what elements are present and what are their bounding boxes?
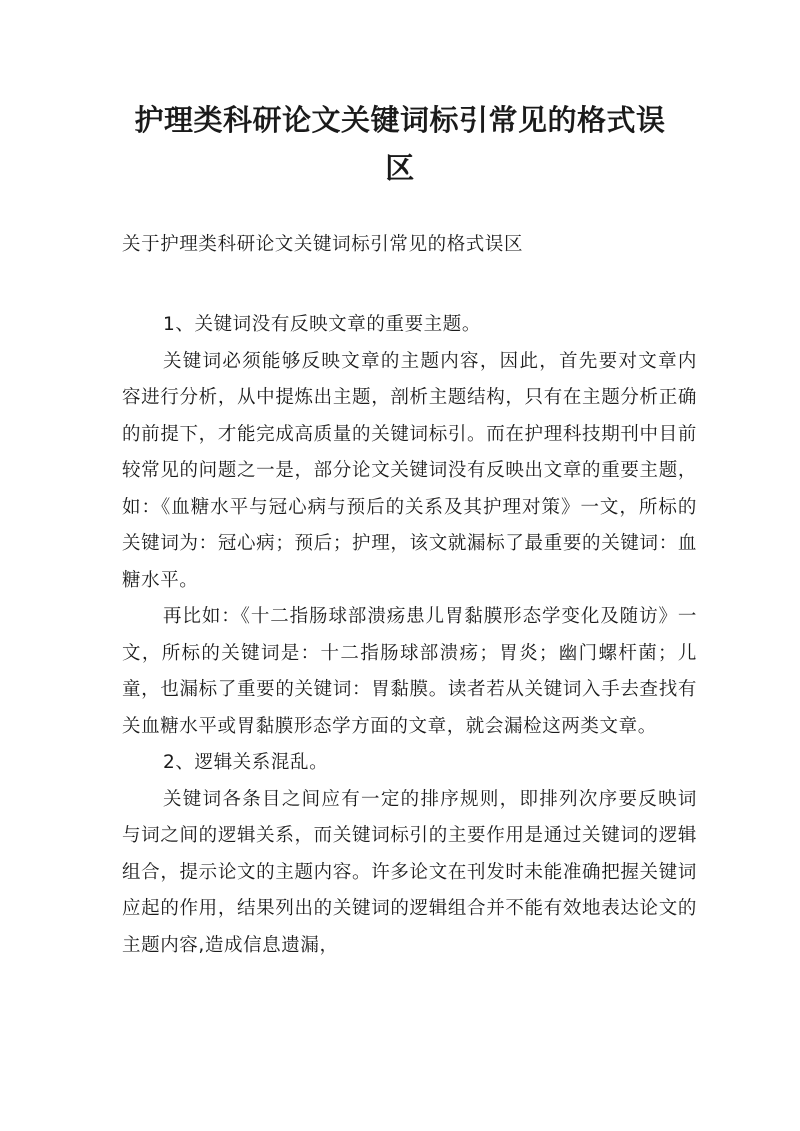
body-paragraph-3: 关键词各条目之间应有一定的排序规则，即排列次序要反映词与词之间的逻辑关系，而关键词标引的主要作用是通过关键词的逻辑组合，提示论文的主题内容。许多论文在刊发时未能准确把握关键词应起的作用，结果列出的关键词的逻辑组合并不能有效地表达论文的主题内容,造成信息遗漏， (122, 788, 697, 956)
body-paragraph-1: 关键词必须能够反映文章的主题内容，因此，首先要对文章内容进行分析，从中提炼出主题，剖析主题结构，只有在主题分析正确的前提下，才能完成高质量的关键词标引。而在护理科技期刊中目前较常见的问题之一是，部分论文关键词没有反映出文章的重要主题，如：《血糖水平与冠心病与预后的关系及其护理对策》一文，所标的关键词为：冠心病；预后；护理，该文就漏标了最重要的关键词：血糖水平。 (122, 350, 697, 591)
document-subtitle: 关于护理类科研论文关键词标引常见的格式误区 (122, 234, 524, 255)
section-heading-2: 2、逻辑关系混乱。 (163, 752, 329, 773)
document-body (122, 307, 697, 964)
body-paragraph-2: 再比如：《十二指肠球部溃疡患儿胃黏膜形态学变化及随访》一文，所标的关键词是：十二指肠球部溃疡；胃炎；幽门螺杆菌；儿童，也漏标了重要的关键词：胃黏膜。读者若从关键词入手去查找有关血糖水平或胃黏膜形态学方面的文章，就会漏检这两类文章。 (122, 606, 697, 737)
document-title (100, 96, 700, 192)
document-title-line-1: 护理类科研论文关键词标引常见的格式误 (134, 103, 666, 137)
section-heading-1: 1、关键词没有反映文章的重要主题。 (163, 314, 481, 335)
document-title-line-2: 区 (385, 151, 415, 185)
